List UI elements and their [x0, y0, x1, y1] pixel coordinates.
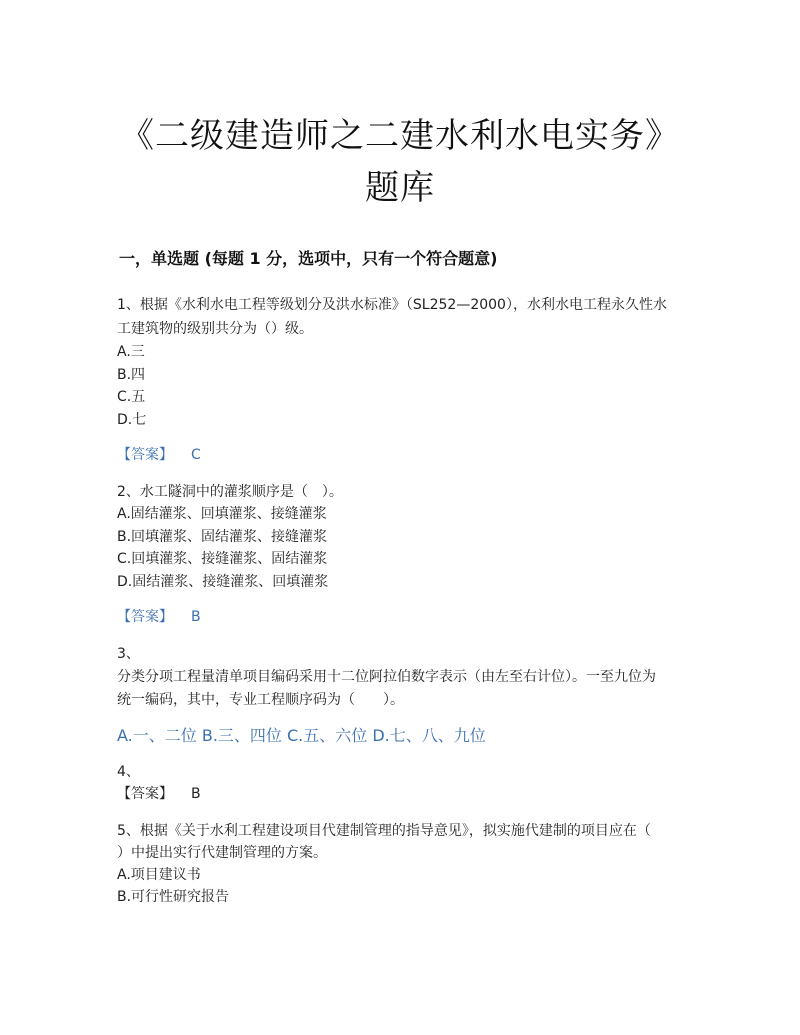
document-subtitle: 题库: [365, 168, 435, 208]
q4-answer-label: 【答案】: [117, 786, 173, 802]
q1-option-c: C.五: [117, 389, 146, 405]
q3-stem-line1: 分类分项工程量清单项目编码采用十二位阿拉伯数字表示（由左至右计位）。一至九位为: [117, 669, 656, 685]
q4-answer: [117, 783, 201, 803]
q1-stem-line2: 工建筑物的级别共分为（）级。: [117, 321, 313, 337]
q5-stem-line2: ）中提出实行代建制管理的方案。: [117, 845, 327, 861]
q2-option-c: C.回填灌浆、接缝灌浆、固结灌浆: [117, 551, 328, 567]
q4-number: 4、: [117, 764, 140, 780]
q1-option-b: B.四: [117, 367, 146, 383]
section-heading: 一，单选题 (每题 1 分，选项中，只有一个符合题意): [119, 249, 498, 268]
q1-stem-line1: 1、根据《水利水电工程等级划分及洪水标准》（SL252—2000），水利水电工程永久性水: [117, 297, 667, 313]
q1-answer: [117, 444, 201, 464]
document-title: 《二级建造师之二建水利水电实务》: [120, 116, 680, 156]
q2-option-a: A.固结灌浆、回填灌浆、接缝灌浆: [117, 506, 327, 522]
q2-option-b: B.回填灌浆、固结灌浆、接缝灌浆: [117, 529, 328, 545]
q5-option-a: A.项目建议书: [117, 867, 201, 883]
q3-number: 3、: [117, 646, 140, 662]
q1-answer-label: 【答案】: [117, 447, 173, 463]
q2-option-d: D.固结灌浆、接缝灌浆、回填灌浆: [117, 574, 329, 590]
q5-stem-line1: 5、根据《关于水利工程建设项目代建制管理的指导意见》，拟实施代建制的项目应在（: [117, 823, 651, 839]
q1-option-a: A.三: [117, 344, 145, 360]
q2-stem-line1: 2、水工隧洞中的灌浆顺序是（ ）。: [117, 484, 343, 500]
q3-options: A.一、二位 B.三、四位 C.五、六位 D.七、八、九位: [117, 726, 486, 745]
q3-stem-line2: 统一编码，其中，专业工程顺序码为（ ）。: [117, 692, 404, 708]
q2-answer-label: 【答案】: [117, 609, 173, 625]
q5-option-b: B.可行性研究报告: [117, 889, 230, 905]
q4-answer-value: B: [191, 786, 201, 802]
q1-option-d: D.七: [117, 412, 147, 428]
q2-answer: [117, 606, 201, 626]
q2-answer-value: B: [191, 609, 201, 625]
q1-answer-value: C: [191, 447, 201, 463]
